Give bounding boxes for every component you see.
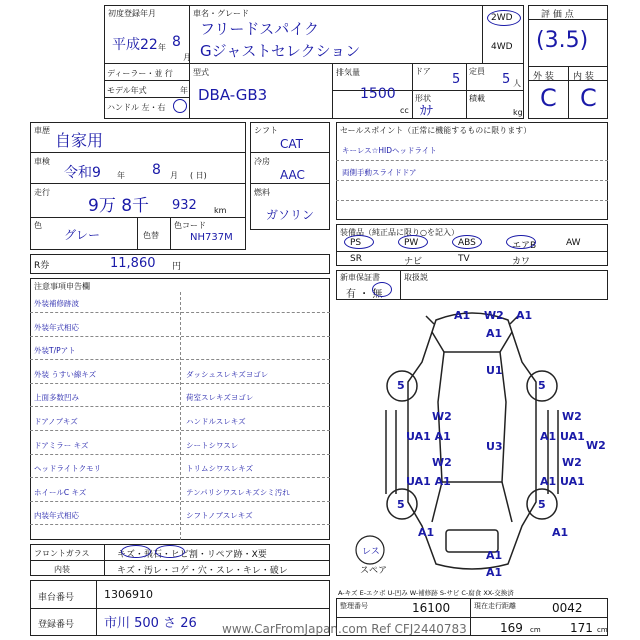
mark-tire-fl: 5 [397, 379, 405, 392]
equipment-item: ABS [458, 238, 476, 248]
stock-number: 16100 [412, 601, 451, 615]
score-label: 評 価 点 [541, 10, 574, 20]
doors: 5 [452, 72, 461, 87]
mark-bottom-right: A1 [552, 526, 569, 539]
mark-right-3: W2 [562, 456, 582, 469]
note-left: 外装T/Pアト [34, 346, 76, 356]
height-value: 169 [500, 621, 523, 635]
color: グレー [64, 228, 101, 242]
mark-center: U3 [486, 440, 503, 453]
equipment-item: ナビ [404, 257, 423, 267]
mark-roof: U1 [486, 364, 503, 377]
mark-right-edge: W2 [586, 439, 606, 452]
mark-right-2: A1 UA1 [540, 430, 585, 443]
chassis-number: 1306910 [104, 588, 153, 601]
model-code-label: 型式 [193, 68, 209, 77]
equipment-item: PS [350, 238, 362, 248]
mark-top-right: A1 [516, 309, 533, 322]
mark-left-2: UA1 A1 [406, 430, 451, 443]
registration-number: 市川 500 さ 26 [104, 616, 197, 631]
interior-condition: キズ・汚レ・コゲ・穴・スレ・キレ・破レ [117, 566, 288, 576]
color-code: NH737M [190, 232, 233, 243]
inspection-month: 8 [152, 162, 161, 178]
damage-legend: A-キズ E-エクボ U-凹み W-補修跡 S-サビ C-腐食 XX-交換済 [338, 589, 514, 597]
note-left: 上面多数凹み [34, 393, 79, 403]
exterior-grade: C [540, 84, 557, 112]
note-right: 荷室スレキズヨゴレ [186, 393, 254, 403]
equipment-circle [344, 235, 374, 249]
equipment-item: SR [350, 254, 362, 264]
mark-tire-rr: 5 [538, 498, 546, 511]
equipment-circle [398, 235, 428, 249]
equipment-item: PW [404, 238, 419, 248]
equipment-circle [506, 235, 536, 249]
note-left: ドアミラー キズ [34, 440, 89, 450]
car-grade: Gジャストセレクション [200, 42, 361, 60]
air-conditioning: AAC [280, 168, 305, 182]
glass-value: キズ・飛石・ヒビ割・リペア跡・X要 [117, 550, 267, 560]
mark-left-4: UA1 A1 [406, 475, 451, 488]
watermark: www.CarFromJapan.com Ref CFJ2440783 [222, 622, 467, 636]
note-right: テンパリシワスレキズシミ汚れ [186, 487, 290, 497]
selling-points-label: セールスポイント（正常に機能するものに限ります） [340, 126, 532, 135]
equipment-item: AW [566, 238, 581, 248]
mark-left-3: W2 [432, 456, 452, 469]
mileage-small: 932 [172, 198, 197, 213]
lot-number: 0042 [552, 601, 583, 615]
first-reg-month: 8 [172, 34, 181, 50]
spare-label: スペア [360, 566, 388, 576]
note-left: 外装 うすい線キズ [34, 369, 97, 379]
warranty-value: 有 ・ 無 [346, 289, 383, 300]
equipment-item: カワ [512, 257, 531, 267]
note-right: シフトノブスレキズ [186, 511, 253, 521]
capacity: 5 [502, 72, 511, 87]
mark-front: A1 [486, 327, 503, 340]
vehicle-history: 自家用 [55, 131, 104, 150]
note-left: 内装年式相応 [34, 511, 79, 521]
displacement-label: 排気量 [336, 68, 360, 77]
mark-tire-rl: 5 [397, 498, 405, 511]
mark-bottom-left: A1 [418, 526, 435, 539]
model-year-label: モデル年式 [107, 86, 147, 95]
shift: CAT [280, 137, 303, 151]
note-left: ドアノブキズ [34, 417, 78, 426]
selling-point-line-1: キーレス☆HIDヘッドライト [342, 146, 437, 155]
note-right: トリムシワスレキズ [186, 464, 254, 474]
note-right: ハンドルスレキズ [186, 417, 246, 426]
car-name: フリードスパイク [200, 20, 319, 38]
equipment-item: エアB [512, 241, 537, 251]
evaluation-score: (3.5) [536, 28, 589, 53]
model-code: DBA-GB3 [198, 86, 268, 104]
mark-right-4: A1 UA1 [540, 475, 585, 488]
first-reg-label: 初度登録年月 [108, 9, 156, 18]
recycle-value: 11,860 [110, 256, 156, 271]
handle-label: ハンドル 左・右 [107, 103, 166, 112]
selling-point-line-2: 両側手動スライドドア [342, 168, 417, 177]
mark-right-1: W2 [562, 410, 582, 423]
note-left: 外装年式相応 [34, 322, 79, 332]
mark-left-1: W2 [432, 410, 452, 423]
equipment-circle [452, 235, 482, 249]
note-left: ヘッドライトクモリ [34, 464, 102, 474]
first-reg-era: 平成22 [112, 37, 158, 53]
fuel: ガソリン [266, 208, 315, 222]
car-name-label: 車名・グレード [193, 9, 249, 18]
dealer-label: ディーラー・並 行 [107, 69, 173, 78]
interior-grade: C [580, 84, 597, 112]
mark-tire-fr: 5 [538, 379, 546, 392]
mark-rear: A1 [486, 549, 503, 562]
note-right: シートシワスレ [186, 440, 239, 450]
mark-top-left: A1 [454, 309, 471, 322]
note-right: ダッシュスレキズヨゴレ [186, 369, 269, 379]
body-shape: ｶﾅ [420, 104, 433, 119]
equipment-item: TV [458, 254, 470, 264]
drive-2wd: 2WD [491, 13, 513, 23]
note-left: ホイールC キズ [34, 487, 87, 497]
mark-rear-bottom: A1 [486, 566, 503, 579]
note-left: 外装補修跡波 [34, 299, 79, 308]
mark-top-center: W2 [484, 309, 504, 322]
mileage: 9万 8千 [88, 196, 150, 216]
displacement: 1500 [360, 86, 396, 102]
width-value: 171 [570, 621, 593, 635]
spare-status: レス [362, 547, 380, 557]
inspection-era: 令和9 [64, 165, 101, 181]
left-side-panel [386, 410, 396, 494]
